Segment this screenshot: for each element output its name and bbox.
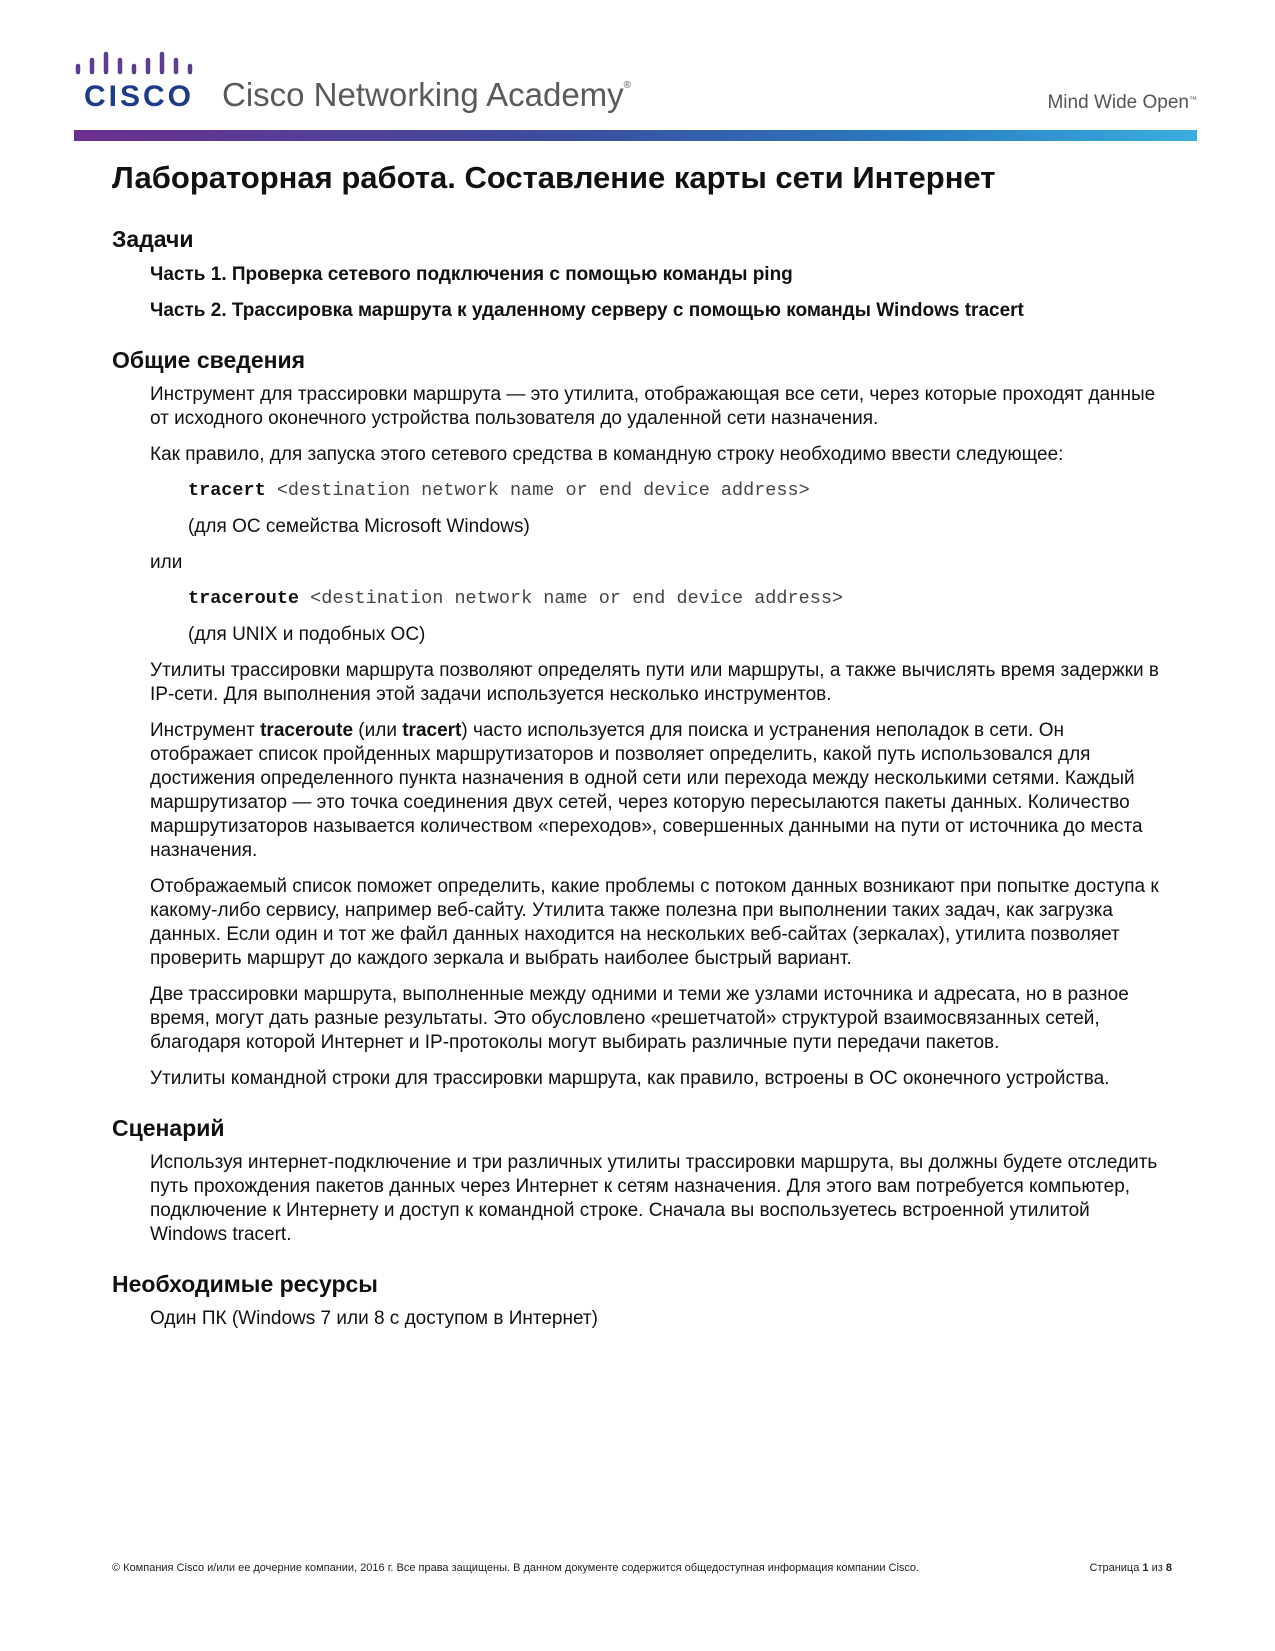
page-number: Страница 1 из 8: [1089, 1562, 1172, 1574]
paragraph: Инструмент для трассировки маршрута — это утилита, отображающая все сети, через которые проходят данные от исходного оконечного устройства пользователя до удаленной сети назначения.: [150, 384, 1156, 429]
task-item: Часть 2. Трассировка маршрута к удаленному серверу с помощью команды Windows tracert: [150, 300, 1024, 321]
command-note: (для UNIX и подобных ОС): [188, 624, 426, 645]
paragraph: Используя интернет-подключение и три различных утилиты трассировки маршрута, вы должны будете отследить путь прохождения пакетов данных через Интернет к сетям назначения. Для этого вам потребуется компьютер, подключение к Интернету и доступ к командной строке. Сначала вы воспользуетесь встроенной утилитой Windows tracert.: [150, 1152, 1158, 1245]
tasks-heading: Задачи: [112, 226, 194, 252]
task-item: Часть 1. Проверка сетевого подключения с помощью команды ping: [150, 264, 793, 285]
academy-title: Cisco Networking Academy®: [222, 76, 632, 113]
command-line: traceroute <destination network name or end device address>: [188, 588, 844, 609]
paragraph: Как правило, для запуска этого сетевого средства в командную строку необходимо ввести следующее:: [150, 444, 1064, 465]
command-line: tracert <destination network name or end device address>: [188, 480, 810, 501]
tagline: Mind Wide Open™: [1047, 92, 1197, 113]
header-gradient-rule: [74, 130, 1197, 141]
background-heading: Общие сведения: [112, 347, 306, 373]
cisco-bars-icon: [74, 50, 194, 78]
or-text: или: [150, 552, 183, 573]
paragraph: Две трассировки маршрута, выполненные между одними и теми же узлами источника и адресата, но в разное время, могут дать разные результаты. Это обусловлено «решетчатой» структурой взаимосвязанных сетей, благодаря которой Интернет и IP-протоколы могут выбирать различные пути передачи пакетов.: [150, 984, 1129, 1053]
scenario-heading: Сценарий: [112, 1115, 225, 1141]
page-header: [74, 46, 1197, 136]
resources-heading: Необходимые ресурсы: [112, 1271, 378, 1297]
cisco-logo-text: CISCO: [84, 80, 195, 113]
document-body: [112, 150, 1172, 1343]
copyright-text: © Компания Cisco и/или ее дочерние компании, 2016 г. Все права защищены. В данном документе содержится общедоступная информация компании Cisco.: [112, 1562, 920, 1574]
paragraph: Отображаемый список поможет определить, какие проблемы с потоком данных возникают при попытке доступа к какому-либо сервису, например веб-сайту. Утилита также полезна при выполнении таких задач, как загрузка данных. Если один и тот же файл данных находится на нескольких веб-сайтах (зеркалах), утилита позволяет проверить маршрут до каждого зеркала и выбрать наиболее быстрый вариант.: [150, 876, 1159, 969]
paragraph: Один ПК (Windows 7 или 8 с доступом в Интернет): [150, 1308, 598, 1329]
page-footer: [112, 1562, 1172, 1574]
command-note: (для ОС семейства Microsoft Windows): [188, 516, 530, 537]
paragraph: Утилиты трассировки маршрута позволяют определять пути или маршруты, а также вычислять время задержки в IP-сети. Для выполнения этой задачи используется несколько инструментов.: [150, 660, 1159, 705]
paragraph: Утилиты командной строки для трассировки маршрута, как правило, встроены в ОС оконечного устройства.: [150, 1068, 1110, 1089]
page-title: Лабораторная работа. Составление карты сети Интернет: [112, 160, 996, 195]
paragraph: Инструмент traceroute (или tracert) часто используется для поиска и устранения неполадок в сети. Он отображает список пройденных маршрутизаторов и позволяет определить, какой путь использовался для достижения определенного пункта назначения в одной сети или перехода между несколькими сетями. Каждый маршрутизатор — это точка соединения двух сетей, через которую пересылаются пакеты данных. Количество маршрутизаторов называется количеством «переходов», совершенных данными на пути от источника до места назначения.: [150, 720, 1143, 861]
